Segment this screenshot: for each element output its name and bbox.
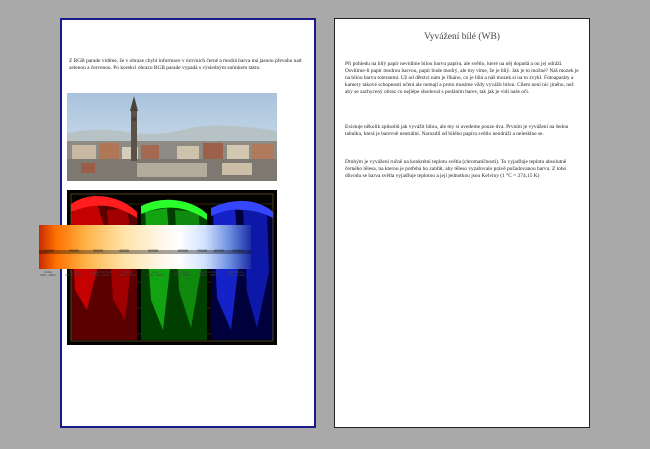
light-source-caption: Zatažená obloha 6500K - 8000K — [199, 271, 219, 278]
light-source-caption: Svíčka 1800 - 1900K — [40, 271, 56, 278]
left-page — [60, 18, 316, 428]
light-source-caption: Halogenová lampa 3000K - 3500K — [90, 271, 112, 278]
paragraph-1: Při pohledu na bílý papír nevidíme bílou barvu papíru, ale světlo, které na něj dopadá a on jej odráží. Osvítíme-li papír modrou barvou, papír bude modrý, ale my víme, že je bílý. Jak je to možné? Náš mozek je na bílou barvu tolerantní. Už od dětství nám je říkáno, co je bílá a náš mozek si na to zvykl. Fotoaparáty a kamery takové schopnosti učení ale nemají a proto musíme vždy vyvážit bílou. Cílem není nic jiného, než aby se zachycený obraz co nejlépe shodoval s podáním barev, tak jak je vidí naše oči. — [345, 61, 579, 95]
scale-label: 8000K — [214, 249, 225, 253]
scale-label: 6000K — [178, 249, 189, 253]
scale-label: 1000K — [44, 249, 55, 253]
light-source-caption: Žárovka 2500K - 3000K — [65, 271, 83, 278]
paragraph-3: Druhým je vyvážení ručně na konkrétní teplotu světla (chromatičnosti). To vyjadřuje teplotu absolutně černého tělesa, na kterou je potřeba ho zahřát, aby těleso vyzařovalo právě požadovanou barvu. Z toho důvodu se barva světla vyjadřuje teplotou a její jednotkou jsou Kelviny (1 °C = 274,15 K) — [345, 159, 567, 179]
city-photo — [67, 93, 277, 181]
light-source-captions — [39, 271, 251, 281]
right-page — [334, 18, 590, 428]
light-source-caption: Denní 5000K - 5500K — [146, 271, 164, 278]
intro-paragraph: Z RGB parade vidíme, že v obraze chybí informace v úrovních černé a modrá barva má jasnou převahu nad zelenou a červenou. Po korekci obrazu RGB parade vypadá s výsledným snímkem takto. — [69, 58, 302, 71]
scale-label: 7000K — [197, 249, 208, 253]
scale-label: 5000K — [148, 249, 159, 253]
light-source-caption: Zářivka 4000K - 5000K — [119, 271, 137, 278]
scale-label: 3000K — [93, 249, 104, 253]
paragraph-2: Existuje několik způsobů jak vyvážit bílou, ale my si uvedeme pouze dva. Prvním je vyvážení na šedou tabulku, která je barevně neutrální. Narozdíl od bílého papíru světlo neodráží a nelesklne se. — [345, 124, 569, 137]
color-temperature-scale — [39, 225, 251, 269]
light-source-caption: Modrá obloha 9000K - 10000K — [226, 271, 246, 278]
scale-label: 4000K — [119, 249, 130, 253]
scale-label: 2000K — [69, 249, 80, 253]
page-title: Vyvážení bílé (WB) — [424, 32, 500, 42]
light-source-caption: Přímé slunce 5500K - 6500K — [173, 271, 191, 278]
scale-label: 10000K — [232, 249, 245, 253]
